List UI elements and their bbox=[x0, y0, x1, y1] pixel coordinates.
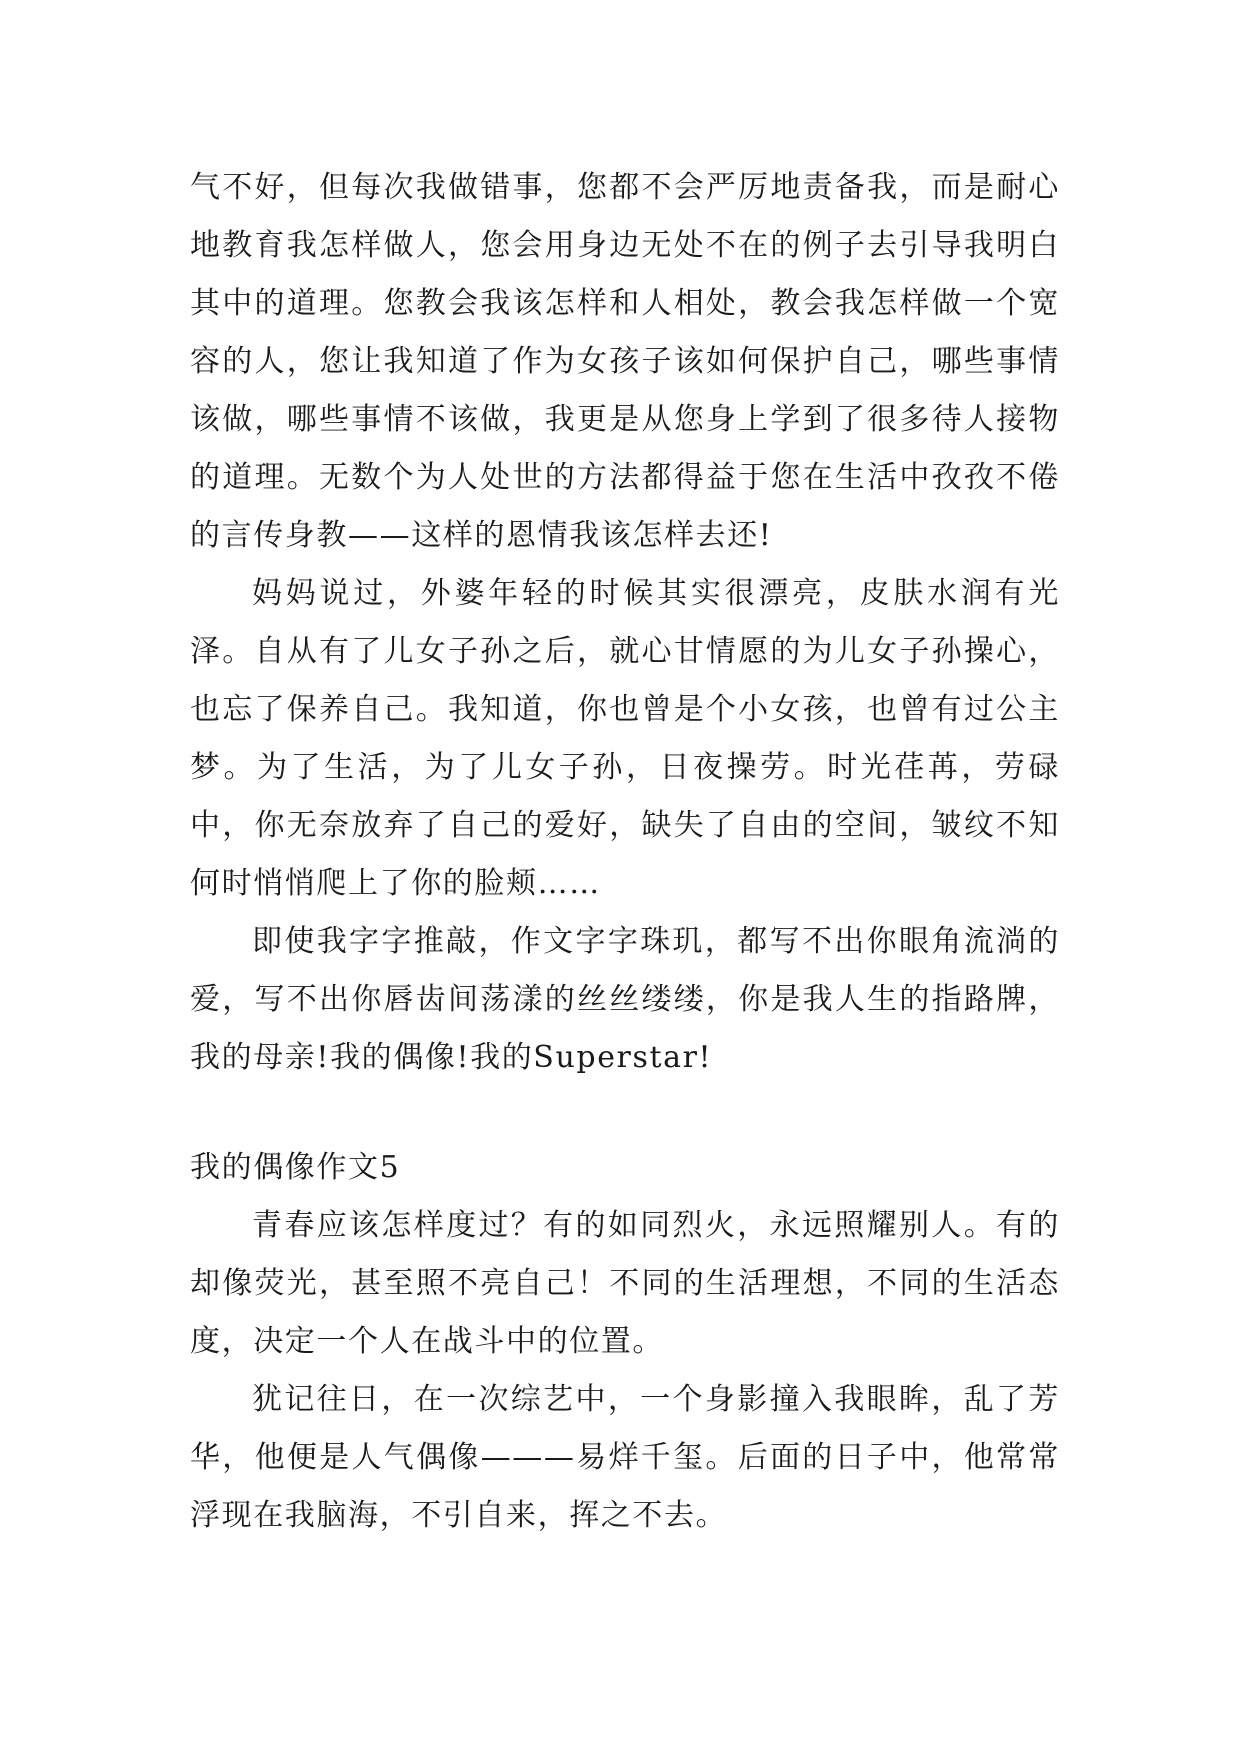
paragraph-continued: 气不好，但每次我做错事，您都不会严厉地责备我，而是耐心地教育我怎样做人，您会用身边无处不在的例子去引导我明白其中的道理。您教会我该怎样和人相处，教会我怎样做一个宽容的人，您让我知道了作为女孩子该如何保护自己，哪些事情该做，哪些事情不该做，我更是从您身上学到了很多待人接物的道理。无数个为人处世的方法都得益于您在生活中孜孜不倦的言传身教——这样的恩情我该怎样去还! bbox=[190, 170, 1060, 553]
paragraph-idol: 犹记往日，在一次综艺中，一个身影撞入我眼眸，乱了芳华，他便是人气偶像———易烊千玺。后面的日子中，他常常浮现在我脑海，不引自来，挥之不去。 bbox=[190, 1382, 1060, 1533]
paragraph-mother-superstar: 即使我字字推敲，作文字字珠玑，都写不出你眼角流淌的爱，写不出你唇齿间荡漾的丝丝缕缕，你是我人生的指路牌，我的母亲!我的偶像!我的Superstar! bbox=[190, 924, 1060, 1075]
document-body bbox=[190, 159, 1060, 1545]
paragraph-youth: 青春应该怎样度过？有的如同烈火，永远照耀别人。有的却像荧光，甚至照不亮自己！不同的生活理想，不同的生活态度，决定一个人在战斗中的位置。 bbox=[190, 1208, 1060, 1359]
essay-heading: 我的偶像作文5 bbox=[190, 1150, 401, 1185]
paragraph-grandmother-youth: 妈妈说过，外婆年轻的时候其实很漂亮，皮肤水润有光泽。自从有了儿女子孙之后，就心甘情愿的为儿女子孙操心，也忘了保养自己。我知道，你也曾是个小女孩，也曾有过公主梦。为了生活，为了儿女子孙，日夜操劳。时光荏苒，劳碌中，你无奈放弃了自己的爱好，缺失了自由的空间，皱纹不知何时悄悄爬上了你的脸颊…… bbox=[190, 576, 1060, 901]
